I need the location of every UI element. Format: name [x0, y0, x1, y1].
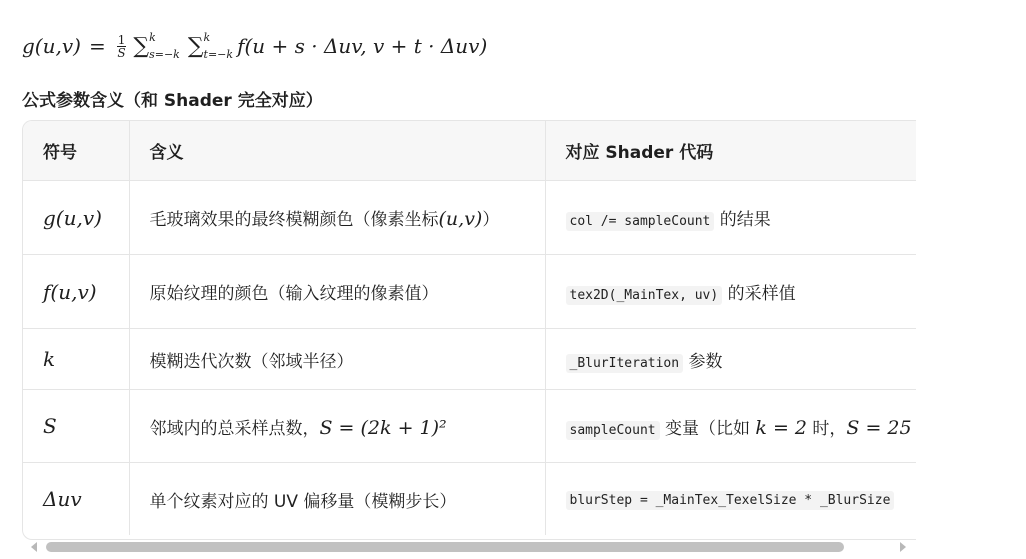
meaning-cell: 单个纹素对应的 UV 偏移量（模糊步长）	[129, 463, 545, 536]
code-cell	[545, 463, 916, 536]
section-heading: 公式参数含义（和 Shader 完全对应）	[22, 91, 323, 111]
code-cell: sampleCount 变量（比如 k = 2 时，S = 25	[545, 390, 916, 463]
fraction-numerator: 1	[117, 32, 126, 47]
code-snippet: blurStep = _MainTex_TexelSize * _BlurSize	[566, 491, 895, 510]
table-row	[23, 181, 916, 255]
table-row	[23, 255, 916, 329]
code-snippet: sampleCount	[566, 421, 660, 440]
formula-body: f(u + s · Δuv, v + t · Δuv)	[237, 34, 488, 58]
blur-formula	[22, 26, 487, 66]
sum-symbol: ∑	[187, 33, 204, 59]
formula-equals: =	[88, 34, 106, 58]
symbol-cell: S	[43, 414, 57, 438]
sum-symbol: ∑	[133, 33, 150, 59]
code-snippet: _BlurIteration	[566, 354, 684, 373]
code-snippet: col /= sampleCount	[566, 212, 715, 231]
header-symbol: 符号	[23, 121, 129, 181]
scroll-left-arrow-icon[interactable]	[31, 542, 37, 552]
table-row	[23, 390, 916, 463]
formula-lhs: g(u,v)	[22, 34, 81, 58]
code-cell: col /= sampleCount 的结果	[545, 181, 916, 255]
symbol-cell: k	[43, 347, 56, 371]
meaning-cell: 邻域内的总采样点数，S = (2k + 1)²	[129, 390, 545, 463]
meaning-cell: 毛玻璃效果的最终模糊颜色（像素坐标(u,v)）	[129, 181, 545, 255]
sum-limits-s: k s=−k	[149, 31, 180, 61]
meaning-cell: 原始纹理的颜色（输入纹理的像素值）	[129, 255, 545, 329]
code-snippet: tex2D(_MainTex, uv)	[566, 286, 723, 305]
table-header-row	[23, 121, 916, 181]
code-cell: _BlurIteration 参数	[545, 329, 916, 390]
table-row	[23, 463, 916, 536]
formula-fraction	[117, 34, 127, 59]
table-row	[23, 329, 916, 390]
scrollbar-thumb[interactable]	[46, 542, 844, 552]
header-shader-code: 对应 Shader 代码	[545, 121, 916, 181]
sum-limits-t: k t=−k	[203, 31, 234, 61]
code-cell: tex2D(_MainTex, uv) 的采样值	[545, 255, 916, 329]
symbol-cell: g(u,v)	[43, 205, 102, 230]
scroll-right-arrow-icon[interactable]	[900, 542, 906, 552]
symbol-cell: f(u,v)	[43, 279, 97, 304]
fraction-denominator: S	[117, 45, 126, 60]
parameter-table	[23, 121, 916, 535]
symbol-cell: Δuv	[43, 487, 82, 511]
horizontal-scrollbar[interactable]	[22, 540, 915, 554]
header-meaning: 含义	[129, 121, 545, 181]
parameter-table-container[interactable]	[22, 120, 916, 540]
meaning-cell: 模糊迭代次数（邻域半径）	[129, 329, 545, 390]
